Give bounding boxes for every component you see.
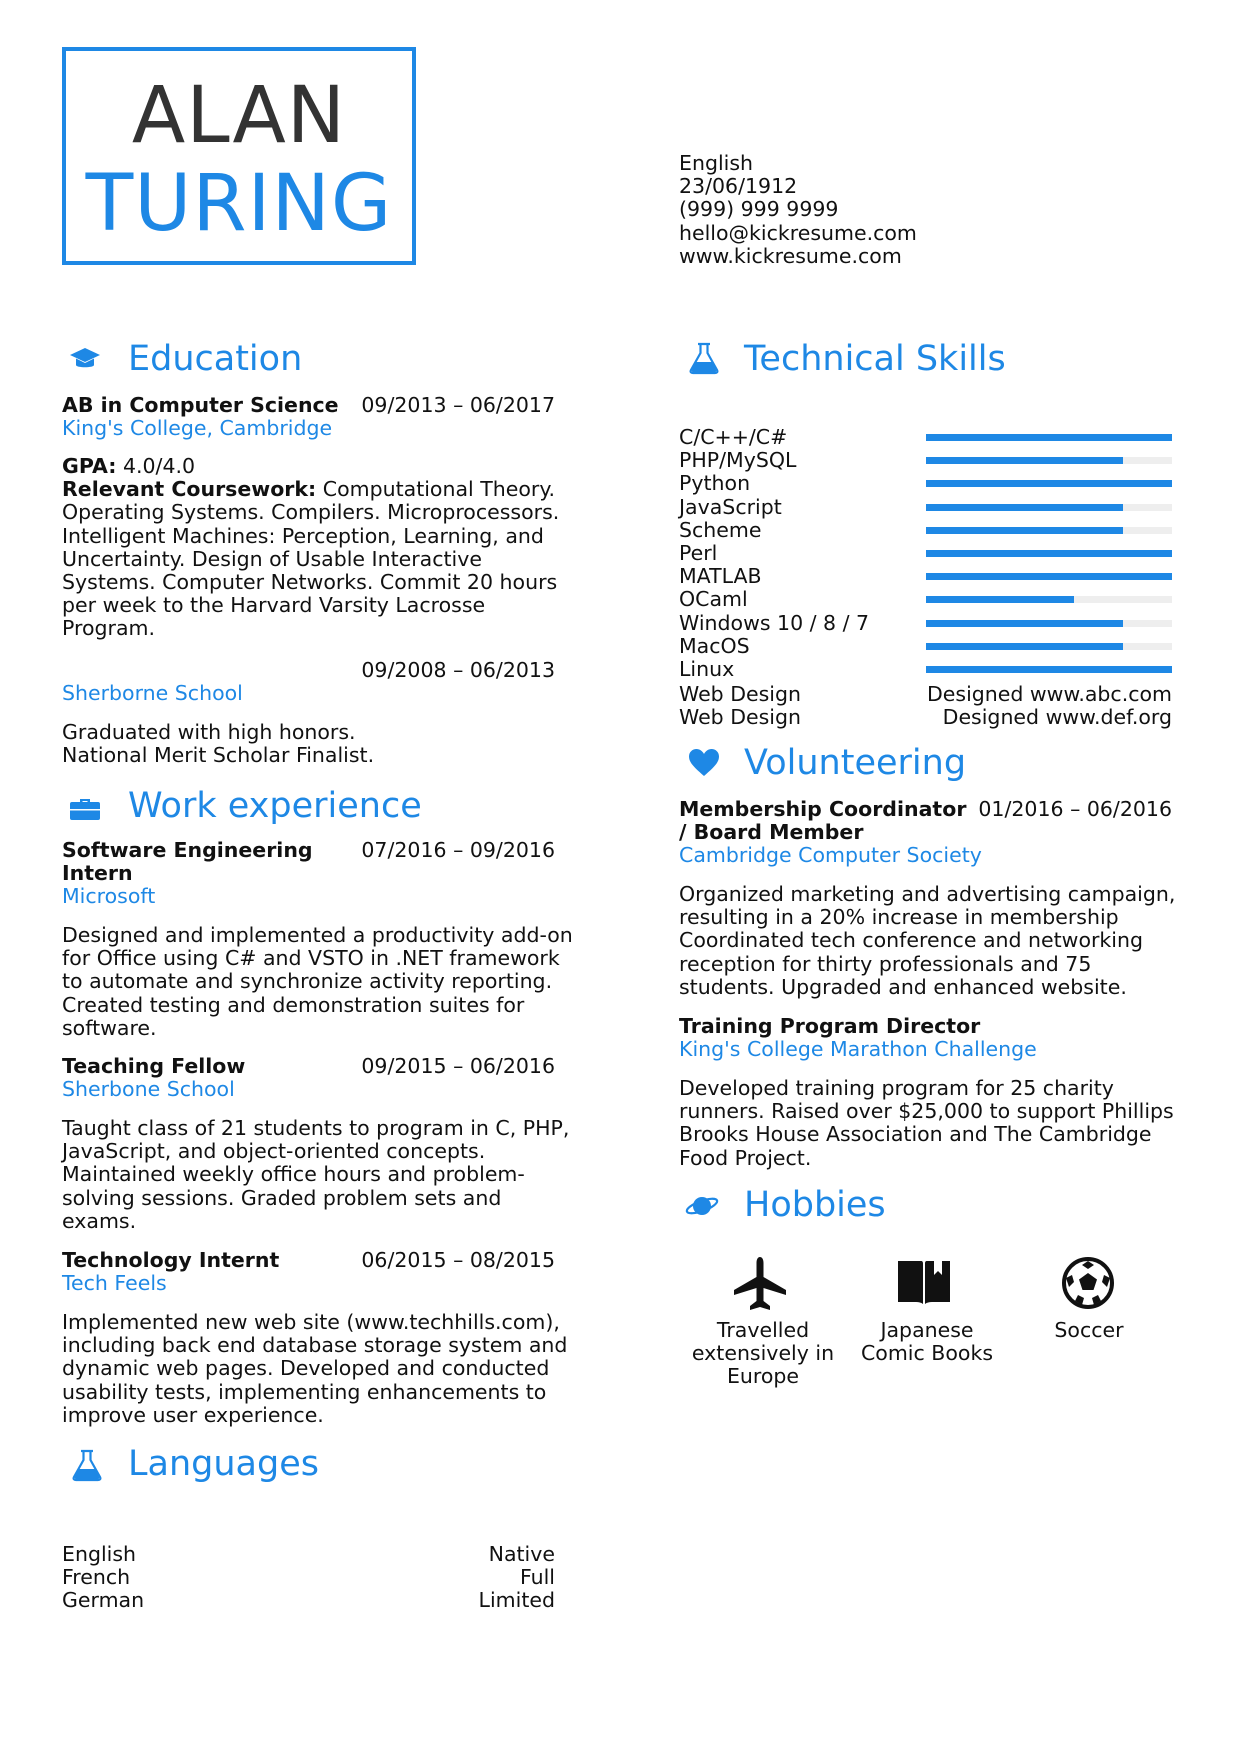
soccer-ball-icon (1061, 1256, 1115, 1310)
skill-bar-fill (926, 527, 1123, 534)
volunteer-description: Developed training program for 25 charity runners. Raised over $25,000 to support Phillips Brooks House Association and The Cambridge Food Project. (679, 1076, 1174, 1170)
education-title: Education (128, 339, 303, 379)
work-org: Microsoft (62, 884, 156, 908)
work-org: Tech Feels (62, 1271, 167, 1295)
skill-name: Python (679, 471, 751, 496)
skill-value: Designed www.def.org (942, 705, 1172, 729)
book-icon (896, 1258, 952, 1308)
work-role: Teaching Fellow (62, 1054, 246, 1078)
language-level: Limited (478, 1588, 555, 1612)
last-name: TURING (85, 159, 393, 249)
hobbies-title: Hobbies (744, 1185, 886, 1225)
skill-name: Web Design (679, 705, 801, 729)
work-org: Sherbone School (62, 1077, 235, 1101)
skill-bar-track (926, 550, 1172, 557)
flask-icon (70, 1448, 104, 1482)
skill-bar-fill (926, 643, 1123, 650)
work-description: Implemented new web site (www.techhills.com), including back end database storage system and dynamic web pages. Developed and conducted usability tests, implementing enhancements to improve user experience. (62, 1310, 568, 1427)
skill-bar-track (926, 434, 1172, 441)
skill-bar-fill (926, 620, 1123, 627)
skill-bar-track (926, 527, 1172, 534)
volunteer-org: King's College Marathon Challenge (679, 1037, 1037, 1061)
skill-name: JavaScript (679, 494, 782, 519)
volunteer-role: Training Program Director (679, 1014, 981, 1038)
language-name: German (62, 1588, 145, 1612)
first-name: ALAN (131, 71, 347, 161)
edu-dates: 09/2013 – 06/2017 (361, 393, 555, 417)
edu-details: Graduated with high honors. National Merit Scholar Finalist. (62, 720, 375, 768)
skill-name: OCaml (679, 587, 748, 612)
work-role: Software Engineering Intern (62, 838, 313, 886)
volunteer-description: Organized marketing and advertising campaign, resulting in a 20% increase in membership Coordinated tech conference and networking reception for thirty professionals and 75 students. Upgraded and enhanced website. (679, 882, 1176, 999)
volunteer-role: Membership Coordinator / Board Member (679, 797, 967, 845)
skill-bar-fill (926, 434, 1172, 441)
language-level: Native (488, 1542, 555, 1566)
skill-value: Designed www.abc.com (927, 682, 1172, 706)
email[interactable]: hello@kickresume.com (679, 220, 917, 245)
skill-bar-fill (926, 504, 1123, 511)
language-name: English (62, 1542, 137, 1566)
skill-bar-fill (926, 666, 1172, 673)
edu-details: GPA: 4.0/4.0 Relevant Coursework: Computational Theory. Operating Systems. Compilers. Microprocessors. Intelligent Machines: Perception, Learning, and Uncertainty. Design of Usable Interactive Systems. Computer Networks. Commit 20 hours per week to the Harvard Varsity Lacrosse Program. (62, 454, 560, 641)
skill-name: Windows 10 / 8 / 7 (679, 610, 870, 635)
skill-bar-track (926, 573, 1172, 580)
skill-bar-fill (926, 596, 1074, 603)
hobby-label: Japanese Comic Books (860, 1318, 993, 1366)
work-description: Taught class of 21 students to program in C, PHP, JavaScript, and object-oriented concepts. Maintained weekly office hours and problem- solving sessions. Graded problem sets and exams. (62, 1116, 570, 1233)
edu-dates: 09/2008 – 06/2013 (361, 658, 555, 682)
skill-bar-fill (926, 550, 1172, 557)
volunteer-dates: 01/2016 – 06/2016 (978, 797, 1172, 821)
website[interactable]: www.kickresume.com (679, 243, 902, 268)
airplane-icon (732, 1255, 788, 1311)
edu-degree: AB in Computer Science (62, 393, 339, 417)
volunteering-title: Volunteering (744, 743, 967, 783)
work-dates: 09/2015 – 06/2016 (361, 1054, 555, 1078)
heart-icon (687, 746, 721, 780)
skill-name: C/C++/C# (679, 425, 788, 449)
skill-name: Perl (679, 541, 718, 565)
planet-icon (685, 1189, 719, 1223)
phone: (999) 999 9999 (679, 197, 839, 222)
volunteer-org: Cambridge Computer Society (679, 843, 982, 867)
skill-name: Scheme (679, 517, 762, 542)
skill-bar-track (926, 504, 1172, 511)
skill-name: Linux (679, 657, 735, 681)
edu-school: Sherborne School (62, 681, 243, 705)
work-dates: 07/2016 – 09/2016 (361, 838, 555, 862)
hobby-label: Soccer (1054, 1318, 1124, 1342)
graduation-cap-icon (68, 342, 102, 376)
briefcase-icon (68, 791, 102, 825)
contact-info (679, 152, 917, 268)
work-role: Technology Internt (62, 1248, 280, 1272)
skill-bar-track (926, 480, 1172, 487)
skill-name: Web Design (679, 682, 801, 706)
skill-bar-track (926, 596, 1172, 603)
skill-bar-fill (926, 573, 1172, 580)
nationality: English (679, 151, 754, 175)
work-dates: 06/2015 – 08/2015 (361, 1248, 555, 1272)
skill-name: MATLAB (679, 564, 762, 589)
skills-title: Technical Skills (744, 339, 1006, 379)
birth-date: 23/06/1912 (679, 174, 798, 199)
work-title: Work experience (128, 786, 422, 826)
languages-title: Languages (128, 1444, 319, 1484)
skill-bar-fill (926, 480, 1172, 487)
skill-bar-fill (926, 457, 1123, 464)
work-description: Designed and implemented a productivity add-on for Office using C# and VSTO in .NET framework to automate and synchronize activity reporting. Created testing and demonstration suites for software. (62, 923, 573, 1040)
language-level: Full (519, 1565, 555, 1589)
edu-school: King's College, Cambridge (62, 416, 333, 440)
skill-bar-track (926, 666, 1172, 673)
language-name: French (62, 1565, 131, 1589)
skill-name: MacOS (679, 633, 750, 658)
skill-bar-track (926, 457, 1172, 464)
hobby-label: Travelled extensively in Europe (691, 1318, 835, 1389)
flask-icon (687, 341, 721, 375)
skill-bar-track (926, 620, 1172, 627)
skill-bar-track (926, 643, 1172, 650)
skill-name: PHP/MySQL (679, 448, 797, 473)
